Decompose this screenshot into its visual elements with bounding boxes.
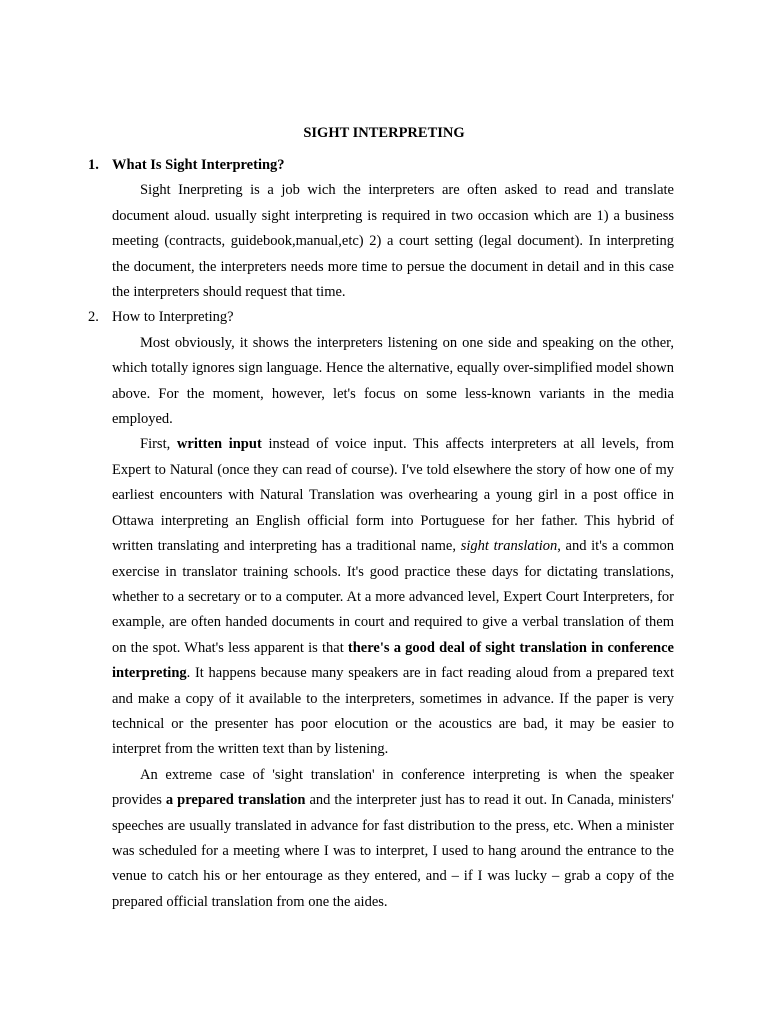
section-heading-text-2: How to Interpreting?: [112, 309, 234, 326]
paragraph-2-2-text-a: First,: [140, 436, 177, 453]
section-number-1: 1.: [88, 157, 99, 173]
paragraph-1-1: Sight Inerpreting is a job wich the interpreters are often asked to read and translate document aloud. usually sight interpreting is required in two occasion which are 1) a business meeting (contracts, guidebook,manual,etc) 2) a court setting (legal document). In interpreting the document, the interpreters needs more time to persue the document in detail and in this case the interpreters should request that time.: [112, 182, 674, 301]
section-heading-2: [88, 305, 674, 330]
paragraph-2-3-text-a: An extreme case of 'sight translation' in conference interpreting is when the speaker provides: [112, 766, 674, 809]
page-title: SIGHT INTERPRETING: [303, 125, 465, 141]
paragraph-2-2-text-b: instead of voice input. This affects interpreters at all levels, from Expert to Natural (once they can read of course). I've told elsewhere the story of how one of my earliest encounters with Natural Translation was overhearing a young girl in a post office in Ottawa interpreting an English official form into Portuguese for her father. This hybrid of written translating and interpreting has a traditional name,: [112, 436, 674, 555]
paragraph-2-2-text-c: , and it's a common exercise in translator training schools. It's good practice these days for dictating translations, whether to a secretary or to a computer. At a more advanced level, Expert Court Interpreters, for example, are often handed documents in court and required to give a verbal translation of them on the spot. What's less apparent is that: [112, 538, 674, 656]
paragraph-2-1: Most obviously, it shows the interpreters listening on one side and speaking on the other, which totally ignores sign language. Hence the alternative, equally over-simplified model shown above. For the moment, however, let's focus on some less-known variants in the media employed.: [112, 334, 674, 428]
paragraph-2-2-text-d: . It happens because many speakers are in fact reading aloud from a prepared text and make a copy of it available to the interpreters, sometimes in advance. If the paper is very technical or the presenter has poor elocution or the acoustics are bad, it may be easier to interpret from the written text than by listening.: [112, 665, 674, 758]
section-heading-text-1: What Is Sight Interpreting?: [112, 157, 285, 173]
emphasis-prepared-translation: a prepared translation: [165, 792, 306, 809]
document-body: [88, 153, 674, 915]
paragraph-2-2: [112, 432, 674, 762]
section-heading-1: [88, 153, 674, 178]
paragraph-2-3: [112, 763, 674, 915]
paragraph-2-3-text-b: and the interpreter just has to read it out. In Canada, ministers' speeches are usually translated in advance for fast distribution to the press, etc. When a minister was scheduled for a meeting where I was to interpret, I used to hang around the entrance to the venue to catch his or her entourage as they entered, and – if I was lucky – grab a copy of the prepared official translation from one the aides.: [112, 792, 674, 910]
emphasis-sight-translation-conference: there's a good deal of sight translation in conference interpreting: [112, 639, 674, 682]
emphasis-written-input: written input: [176, 436, 262, 453]
emphasis-sight-translation: sight translation: [460, 538, 558, 555]
section-number-2: 2.: [88, 309, 99, 326]
